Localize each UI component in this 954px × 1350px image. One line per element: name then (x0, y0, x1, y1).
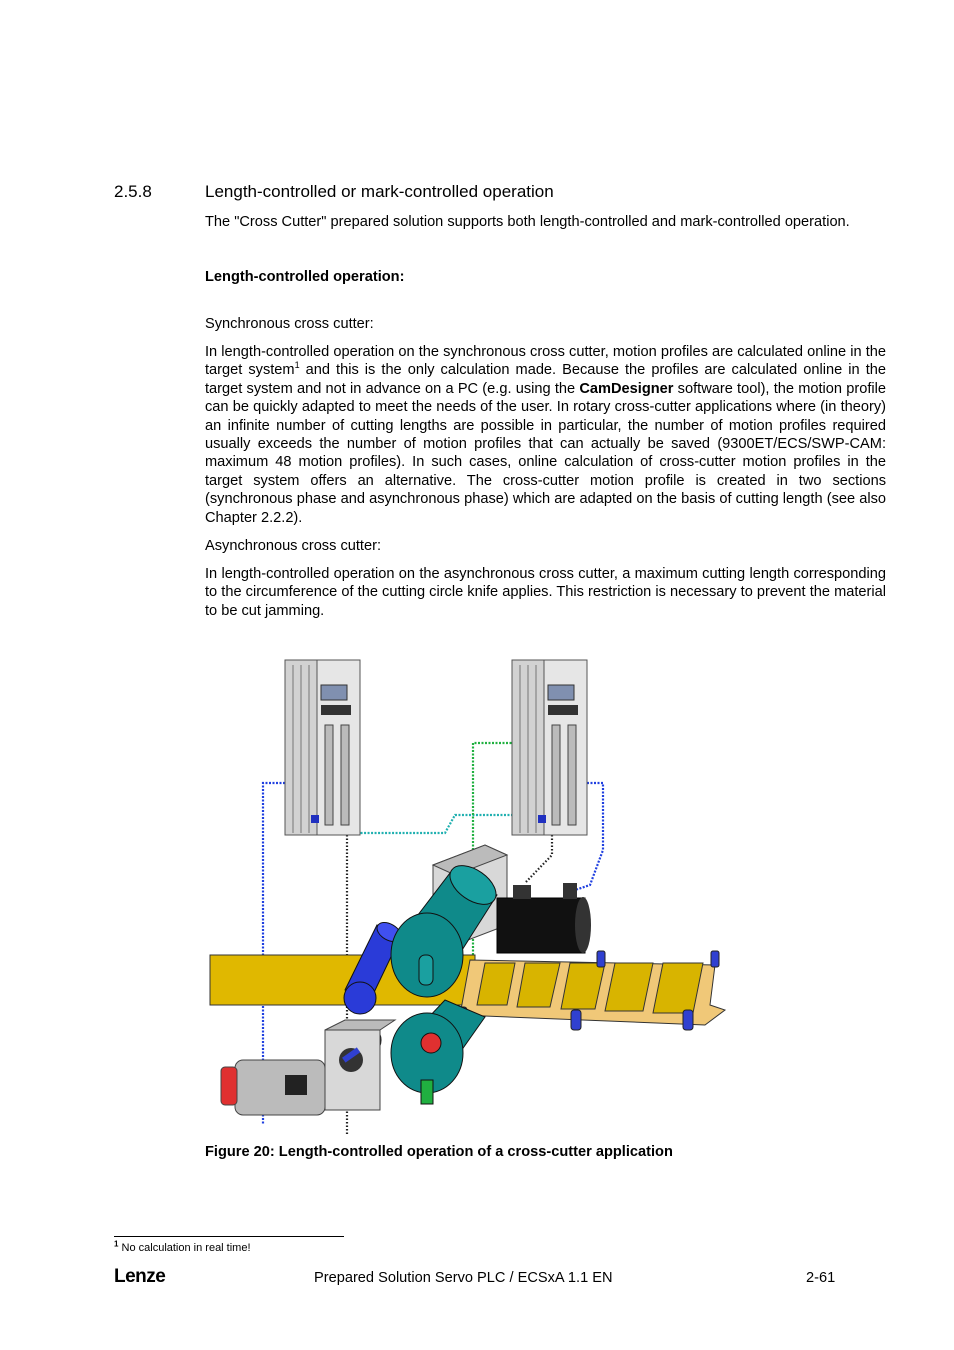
page-number: 2-61 (806, 1270, 836, 1286)
footer-title: Prepared Solution Servo PLC / ECSxA 1.1 EN (314, 1270, 613, 1286)
servo-drive-right (512, 660, 587, 835)
sync-text-2: and this is the only calculation made. Because the profiles are calculated online in the target system and not in advance on a PC (e.g. using the (205, 362, 886, 397)
lenze-logo: Lenze (114, 1266, 166, 1287)
induction-motor (221, 1060, 325, 1115)
footnote (114, 1239, 251, 1254)
servo-drive-left (285, 660, 360, 835)
sync-paragraph (205, 343, 886, 527)
gearbox-bottom (325, 1020, 395, 1110)
camdesigner-term: CamDesigner (579, 380, 674, 397)
section-number: 2.5.8 (114, 182, 152, 201)
cable-black-right (525, 835, 552, 883)
cross-cutter-figure (205, 655, 745, 1140)
cross-cutter-illustration (205, 655, 745, 1135)
section-title: Length-controlled or mark-controlled operation (205, 182, 554, 201)
footnote-text: No calculation in real time! (121, 1242, 251, 1254)
sync-text-3: software tool), the motion profile can be quickly adapted to meet the needs of the user. In rotary cross-cutter applications where (in theory) an infinite number of cutting lengths are possible in particular, the number of motion profiles required usually exceeds the number of motion profiles that can actually be saved (9300ET/ECS/SWP-CAM: maximum 48 motion profiles). In such cases, online calculation of cross-cutter motion profiles in the target system offers an alternative. The cross-cutter motion profile is created in two sections (synchronous phase and asynchronous phase) which are adapted on the basis of cutting length (see also Chapter 2.2.2). (205, 380, 886, 526)
sync-text-1: In length-controlled operation on the synchronous cross cutter, motion profiles are calculated online in the target system (205, 344, 886, 379)
sync-label: Synchronous cross cutter: (205, 316, 374, 332)
footnote-ref: 1 (294, 360, 300, 371)
async-label: Asynchronous cross cutter: (205, 538, 382, 554)
footnote-divider (114, 1236, 344, 1237)
figure-caption: Figure 20: Length-controlled operation of a cross-cutter application (205, 1144, 673, 1160)
subheading-length-controlled: Length-controlled operation: (205, 269, 405, 285)
footnote-mark: 1 (114, 1239, 119, 1249)
intro-paragraph: The "Cross Cutter" prepared solution supports both length-controlled and mark-controlled operation. (205, 214, 850, 230)
servo-motor-black (497, 883, 591, 953)
async-paragraph: In length-controlled operation on the asynchronous cross cutter, a maximum cutting length corresponding to the circumference of the cutting circle knife applies. This restriction is necessary to prevent the material to be cut jamming. (205, 566, 886, 619)
lower-knife-drum (391, 1000, 485, 1104)
